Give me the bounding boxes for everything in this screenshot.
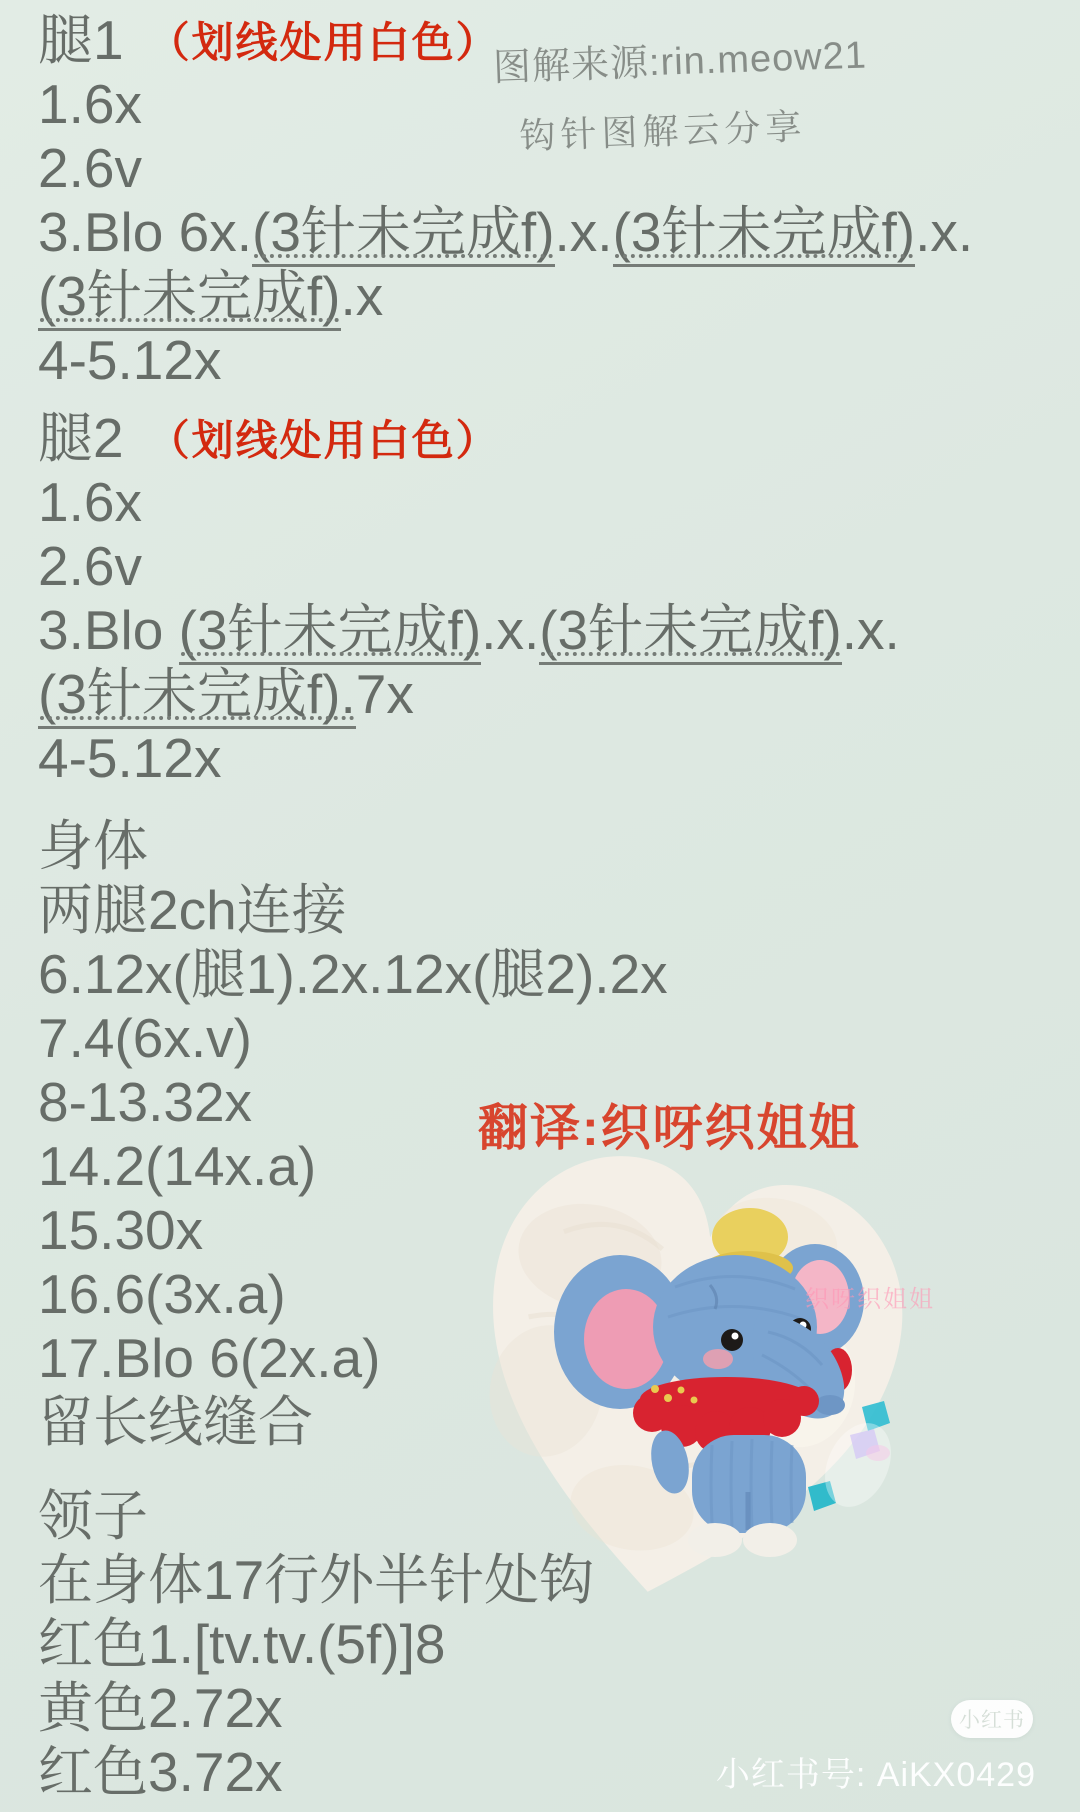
- leg2-round-4-5: 4-5.12x: [38, 727, 222, 789]
- body-row: 16.6(3x.a): [38, 1263, 286, 1325]
- collar-row: 红色3.72x: [38, 1741, 283, 1803]
- leg2-round-3-line2: [38, 662, 1080, 726]
- collar-row: 黄色2.72x: [38, 1677, 283, 1739]
- body-row: 15.30x: [38, 1199, 204, 1261]
- leg2-color-note: （划线处用白色）: [147, 417, 500, 464]
- underlined-seg: (3针未完成f): [38, 265, 341, 327]
- body-row: 14.2(14x.a): [38, 1135, 317, 1197]
- body-row: 两腿2ch连接: [38, 879, 347, 941]
- body-row: 留长线缝合: [38, 1391, 314, 1453]
- text-seg: 7x: [355, 663, 414, 725]
- xiaohongshu-badge: 小红书: [951, 1700, 1033, 1738]
- underlined-seg: (3针未完成f).: [38, 663, 356, 725]
- text-seg: 3.Blo: [38, 599, 179, 661]
- collar-title: 领子: [38, 1485, 149, 1547]
- body-row: 6.12x(腿1).2x.12x(腿2).2x: [38, 943, 668, 1005]
- account-id: 小红书号: AiKX0429: [715, 1756, 1036, 1794]
- collar-row: 红色1.[tv.tv.(5f)]8: [38, 1613, 446, 1675]
- leg1-round-3-line2: [38, 264, 1080, 328]
- leg1-round-1: 1.6x: [38, 73, 142, 135]
- text-seg: .x: [340, 265, 384, 327]
- text-seg: .x.: [915, 201, 974, 263]
- underlined-seg: (3针未完成f): [612, 201, 916, 263]
- text-seg: 3.Blo 6x.: [38, 201, 253, 263]
- elephant-right-foot: [743, 1523, 797, 1557]
- body-title: 身体: [38, 815, 149, 877]
- text-seg: .x.: [554, 201, 613, 263]
- body-row: 8-13.32x: [38, 1071, 253, 1133]
- elephant-trunk-tip: [815, 1395, 845, 1415]
- underlined-seg: (3针未完成f): [178, 599, 482, 661]
- elephant-cheek: [703, 1349, 733, 1369]
- leg1-round-3-line1: [38, 200, 1080, 264]
- elephant-left-eye: [721, 1329, 743, 1351]
- elephant-photo: [450, 1135, 935, 1635]
- underlined-seg: (3针未完成f): [252, 201, 555, 263]
- photo-watermark: 织呀织姐姐: [805, 1286, 935, 1313]
- leg2-heading: [38, 406, 1080, 470]
- leg1-heading: [38, 8, 1080, 72]
- text-seg: .x.: [481, 599, 540, 661]
- collar-row: 在身体17行外半针处钩: [38, 1549, 595, 1611]
- leg1-title: 腿1: [38, 9, 124, 71]
- translator-note: 翻译:织呀织姐姐: [478, 1100, 861, 1156]
- source-line-1: 图解来源:rin.meow21: [492, 34, 868, 90]
- source-line-2: 钩针图解云分享: [518, 105, 807, 157]
- leg2-round-2: 2.6v: [38, 535, 142, 597]
- text-seg: .x.: [841, 599, 900, 661]
- leg2-round-3-line1: [38, 598, 1080, 662]
- elephant-left-foot: [688, 1523, 742, 1557]
- leg1-round-4-5: 4-5.12x: [38, 329, 222, 391]
- leg2-title: 腿2: [38, 407, 124, 469]
- body-row: 17.Blo 6(2x.a): [38, 1327, 381, 1389]
- underlined-seg: (3针未完成f): [539, 599, 842, 661]
- body-row: 7.4(6x.v): [38, 1007, 252, 1069]
- leg1-round-2: 2.6v: [38, 137, 142, 199]
- leg1-color-note: （划线处用白色）: [147, 19, 500, 66]
- leg2-round-1: 1.6x: [38, 471, 142, 533]
